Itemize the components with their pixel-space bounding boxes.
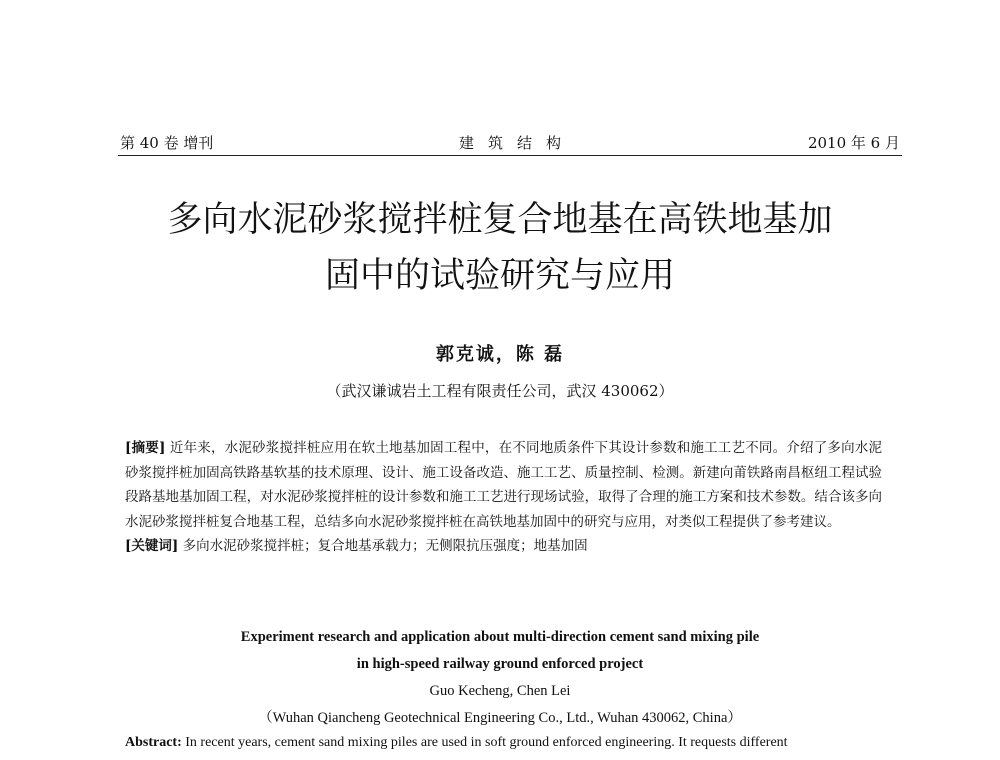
english-authors: Guo Kecheng, Chen Lei xyxy=(429,683,571,699)
paper-title-line-1: 多向水泥砂浆搅拌桩复合地基在高铁地基加 xyxy=(167,200,833,240)
paper-authors: 郭克诚，陈 磊 xyxy=(435,344,565,365)
paper-title-line-2: 固中的试验研究与应用 xyxy=(324,256,675,296)
chinese-abstract-block xyxy=(125,436,882,559)
journal-volume: 第 40 卷 增刊 xyxy=(120,134,214,152)
chinese-keywords xyxy=(125,534,882,559)
keywords-label: [关键词] xyxy=(125,538,179,555)
english-title-line-2: in high-speed railway ground enforced project xyxy=(356,656,644,672)
journal-date: 2010 年 6 月 xyxy=(807,134,900,152)
keywords-text: 多向水泥砂浆搅拌桩；复合地基承载力；无侧限抗压强度；地基加固 xyxy=(178,538,588,555)
abstract-text: 近年来，水泥砂浆搅拌桩应用在软土地基加固工程中，在不同地质条件下其设计参数和施工工艺不同。介绍了多向水泥砂浆搅拌桩加固高铁路基软基的技术原理、设计、施工设备改造、施工工艺、质量控制、检测。新建向莆铁路南昌枢纽工程试验段路基地基加固工程，对水泥砂浆搅拌桩的设计参数和施工工艺进行现场试验，取得了合理的施工方案和技术参数。结合该多向水泥砂浆搅拌桩复合地基工程，总结多向水泥砂浆搅拌桩在高铁地基加固中的研究与应用，对类似工程提供了参考建议。 xyxy=(125,440,882,530)
running-head xyxy=(118,131,902,156)
english-abstract xyxy=(125,733,882,753)
chinese-abstract xyxy=(125,436,882,534)
journal-name: 建筑结构 xyxy=(458,134,575,152)
paper-affiliation: （武汉谦诚岩土工程有限责任公司，武汉 430062） xyxy=(326,382,674,400)
abstract-label: [摘要] xyxy=(125,440,166,456)
english-affiliation: （Wuhan Qiancheng Geotechnical Engineering Co., Ltd., Wuhan 430062, China） xyxy=(258,710,742,726)
english-abstract-label: Abstract: xyxy=(125,735,182,750)
english-title-line-1: Experiment research and application about multi-direction cement sand mixing pile xyxy=(240,629,760,645)
english-abstract-text: In recent years, cement sand mixing piles are used in soft ground enforced engineering. It requests different xyxy=(181,735,788,750)
